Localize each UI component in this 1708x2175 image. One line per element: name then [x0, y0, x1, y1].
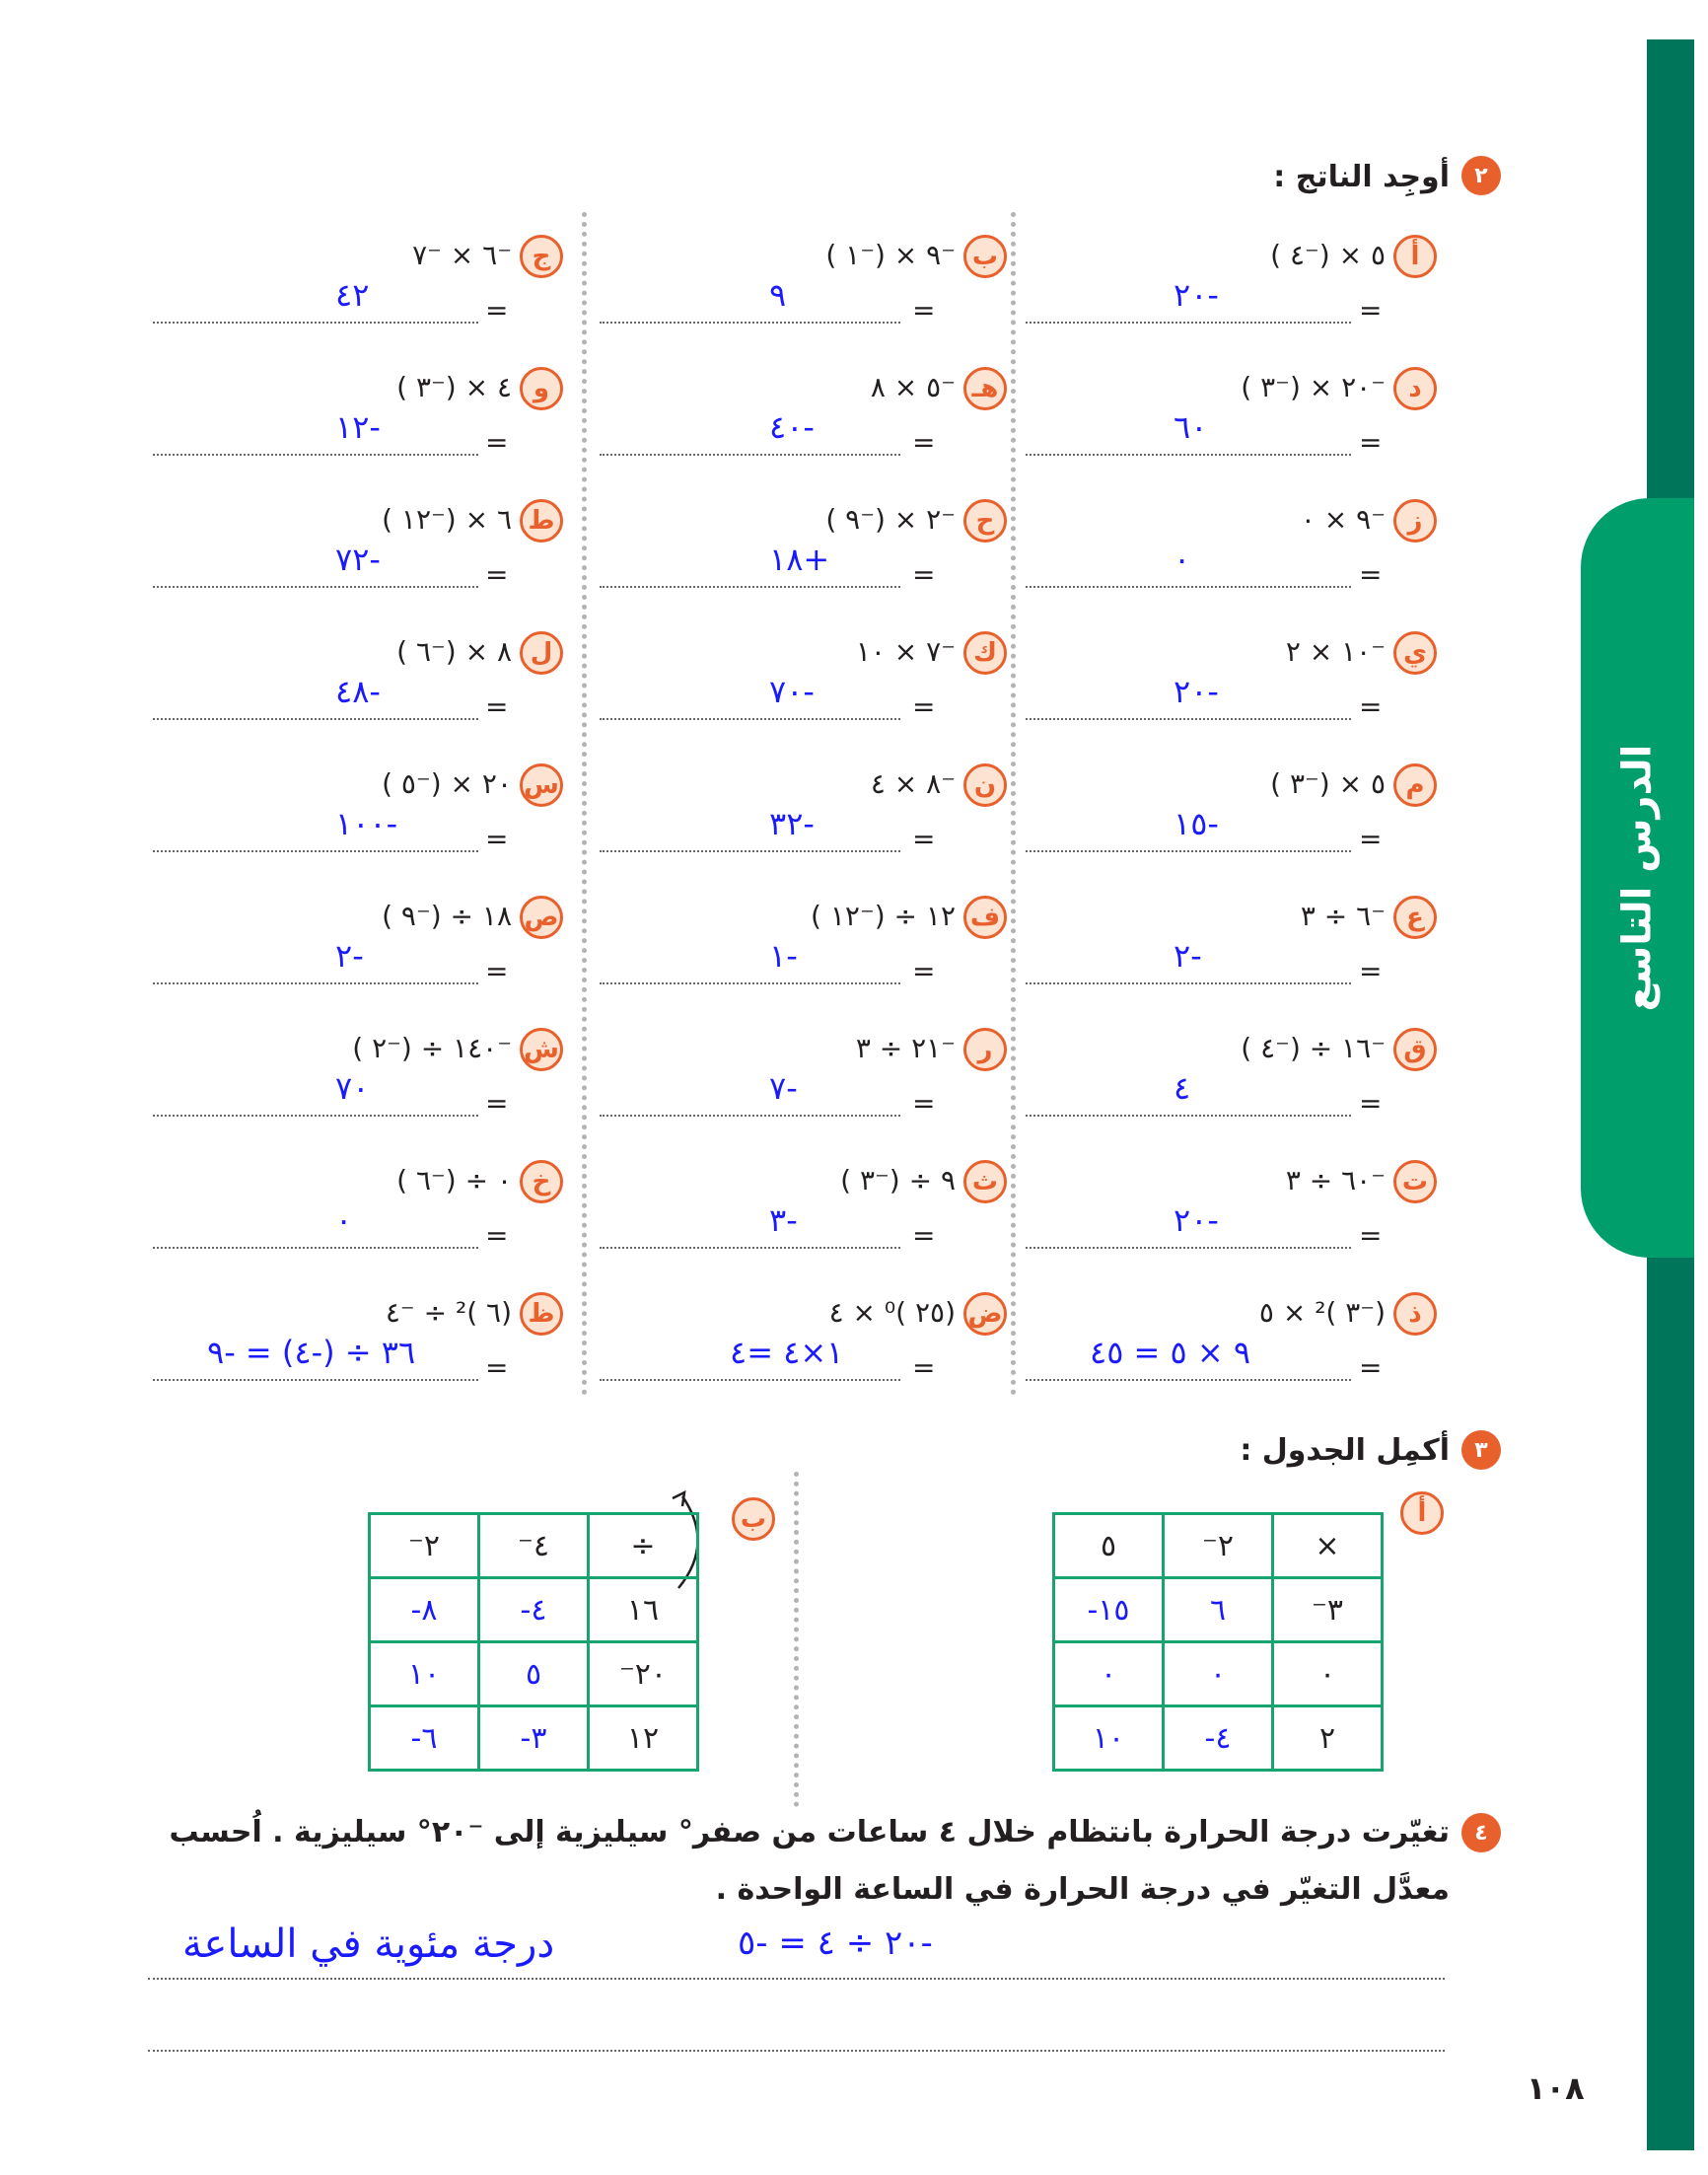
answer-line: [600, 322, 900, 324]
answer-line: [1026, 586, 1351, 588]
equals-sign: =: [912, 955, 936, 987]
item-expression: ٦ × (⁻١٢ ): [382, 503, 512, 536]
handwritten-answer: ٦٠: [1174, 408, 1208, 446]
item-letter: ع: [1393, 896, 1437, 939]
handwritten-answer: -٤٨: [335, 673, 381, 710]
handwritten-answer: ٣٦ ÷ (-٤) = -٩: [207, 1334, 416, 1371]
handwritten-answer: ٤٢: [335, 276, 370, 314]
item-expression: ٢٠ × (⁻٥ ): [382, 767, 512, 800]
handwritten-answer: -١: [769, 937, 798, 975]
item-letter: ش: [520, 1028, 563, 1071]
table-header-cell: ⁻٢٠: [589, 1642, 698, 1706]
table-row: [1054, 1642, 1383, 1706]
answer-line: [600, 1115, 900, 1117]
answer-line: [153, 322, 478, 324]
equals-sign: =: [485, 690, 509, 723]
item-letter: ن: [963, 763, 1007, 807]
handwritten-answer: -١٥: [1174, 805, 1219, 842]
answer-line: [153, 1115, 478, 1117]
equals-sign: =: [912, 426, 936, 459]
item-letter: ظ: [520, 1292, 563, 1336]
equals-sign: =: [912, 1087, 936, 1120]
answer-line: [1026, 1379, 1351, 1381]
item-letter: ق: [1393, 1028, 1437, 1071]
item-expression: ⁻٢٠ × (⁻٣ ): [1241, 371, 1386, 403]
item-letter: ك: [963, 631, 1007, 675]
answer-line: [600, 1379, 900, 1381]
item-letter: ت: [1393, 1160, 1437, 1203]
table-cell: ٥: [479, 1642, 589, 1706]
item-letter: هـ: [963, 367, 1007, 410]
answer-line: [600, 718, 900, 720]
handwritten-answer: -٧٢: [335, 541, 381, 578]
item-expression: ٨ × (⁻٦ ): [396, 635, 512, 668]
table-cell: ٠: [1164, 1642, 1273, 1706]
item-letter: ز: [1393, 499, 1437, 543]
equals-sign: =: [485, 823, 509, 855]
answer-line: [1026, 454, 1351, 456]
handwritten-answer: -١٠٠: [335, 805, 398, 842]
equals-sign: =: [912, 294, 936, 326]
item-expression: (⁻٣ )² × ٥: [1258, 1296, 1386, 1329]
item-expression: ٥ × (⁻٣ ): [1270, 767, 1386, 800]
equals-sign: =: [485, 294, 509, 326]
item-expression: ⁻١٦ ÷ (⁻٤ ): [1241, 1032, 1386, 1064]
item-expression: ٩ ÷ (⁻٣ ): [840, 1164, 956, 1196]
equals-sign: =: [1359, 426, 1383, 459]
handwritten-answer: -٧: [769, 1069, 798, 1107]
table-a-letter: أ: [1400, 1491, 1444, 1535]
item-expression: ⁻٢١ ÷ ٣: [855, 1032, 956, 1064]
item-letter: د: [1393, 367, 1437, 410]
table-cell: ١٠: [1054, 1706, 1164, 1771]
item-letter: خ: [520, 1160, 563, 1203]
answer-line: [153, 454, 478, 456]
answer-line: [600, 1247, 900, 1249]
equals-sign: =: [912, 1219, 936, 1252]
section-2-number: ٢: [1461, 156, 1501, 195]
handwritten-answer: -١٢: [335, 408, 381, 446]
answer-line: [1026, 1115, 1351, 1117]
answer-line: [153, 718, 478, 720]
table-header-cell: ٢: [1273, 1706, 1383, 1771]
section-3-title: أكمِل الجدول :: [1240, 1433, 1450, 1468]
item-letter: و: [520, 367, 563, 410]
table-a: [1052, 1512, 1384, 1772]
equals-sign: =: [485, 1087, 509, 1120]
item-expression: ٠ ÷ (⁻٦ ): [396, 1164, 512, 1196]
table-cell: -٤: [1164, 1706, 1273, 1771]
item-expression: ⁻٦ × ⁻٧: [412, 239, 512, 271]
equals-sign: =: [485, 1351, 509, 1384]
section-2-title: أوجِد الناتج :: [1273, 160, 1450, 194]
table-header-cell: ⁻٢: [1164, 1514, 1273, 1578]
table-cell: -٦: [370, 1706, 479, 1771]
item-expression: ٤ × (⁻٣ ): [396, 371, 512, 403]
equals-sign: =: [912, 1351, 936, 1384]
table-row: [370, 1706, 698, 1771]
handwritten-answer: ٩ × ٥ = ٤٥: [1090, 1334, 1251, 1371]
table-b: [368, 1512, 699, 1772]
handwritten-answer: -٢٠: [1174, 276, 1219, 314]
handwritten-answer: -٣٢: [769, 805, 815, 842]
table-header-cell: ×: [1273, 1514, 1383, 1578]
equals-sign: =: [1359, 294, 1383, 326]
equals-sign: =: [1359, 1219, 1383, 1252]
handwritten-answer: ٠: [1174, 541, 1191, 578]
item-letter: ذ: [1393, 1292, 1437, 1336]
equals-sign: =: [912, 558, 936, 591]
item-letter: أ: [1393, 235, 1437, 278]
table-cell: -٨: [370, 1578, 479, 1642]
answer-line: [600, 850, 900, 852]
answer-line: [1026, 850, 1351, 852]
table-header-cell: ⁻٣: [1273, 1578, 1383, 1642]
answer-line: [1026, 322, 1351, 324]
handwritten-answer: -٤٠: [769, 408, 815, 446]
table-header-cell: ÷: [589, 1514, 698, 1578]
item-expression: (٦ )² ÷ ⁻٤: [385, 1296, 512, 1329]
handwritten-answer: -٢٠: [1174, 1201, 1219, 1239]
equals-sign: =: [1359, 690, 1383, 723]
equals-sign: =: [1359, 955, 1383, 987]
column-separator: [582, 212, 587, 1396]
equals-sign: =: [912, 690, 936, 723]
handwritten-answer: -٢: [335, 937, 364, 975]
table-header-cell: ١٦: [589, 1578, 698, 1642]
page-number: ١٠٨: [1527, 2069, 1585, 2107]
table-cell: -٤: [479, 1578, 589, 1642]
item-expression: ⁻٦ ÷ ٣: [1300, 900, 1386, 932]
item-letter: ي: [1393, 631, 1437, 675]
handwritten-answer: ٩: [769, 276, 787, 314]
handwritten-answer: -٣: [769, 1201, 798, 1239]
item-letter: ل: [520, 631, 563, 675]
table-cell: ٠: [1054, 1642, 1164, 1706]
item-letter: ج: [520, 235, 563, 278]
table-separator: [794, 1472, 799, 1807]
answer-line: [148, 2050, 1445, 2052]
problem-answer-unit: درجة مئوية في الساعة: [182, 1921, 555, 1967]
section-3-number: ٣: [1461, 1430, 1501, 1470]
table-row: [370, 1578, 698, 1642]
table-header-cell: ١٢: [589, 1706, 698, 1771]
equals-sign: =: [1359, 1087, 1383, 1120]
item-letter: ح: [963, 499, 1007, 543]
answer-line: [600, 586, 900, 588]
equals-sign: =: [485, 955, 509, 987]
column-separator: [1011, 212, 1016, 1396]
answer-line: [153, 586, 478, 588]
equals-sign: =: [1359, 1351, 1383, 1384]
handwritten-answer: -٢: [1174, 937, 1202, 975]
item-expression: (٢٥ )⁰ × ٤: [828, 1296, 956, 1329]
table-row: [1054, 1514, 1383, 1578]
equals-sign: =: [485, 1219, 509, 1252]
item-expression: ⁻٨ × ٤: [870, 767, 956, 800]
item-letter: م: [1393, 763, 1437, 807]
handwritten-answer: ١×٤ =٤: [730, 1334, 844, 1371]
answer-line: [153, 850, 478, 852]
equals-sign: =: [485, 558, 509, 591]
item-letter: س: [520, 763, 563, 807]
answer-line: [600, 454, 900, 456]
equals-sign: =: [1359, 823, 1383, 855]
item-expression: ١٨ ÷ (⁻٩ ): [382, 900, 512, 932]
table-header-cell: ⁻٢: [370, 1514, 479, 1578]
item-letter: ب: [963, 235, 1007, 278]
answer-line: [153, 982, 478, 984]
answer-line: [1026, 718, 1351, 720]
handwritten-answer: +١٨: [769, 541, 830, 578]
problem-text-line-1: تغيّرت درجة الحرارة بانتظام خلال ٤ ساعات من صفر° سيليزية إلى ⁻٢٠° سيليزية . اُحسب: [169, 1815, 1450, 1849]
item-letter: ث: [963, 1160, 1007, 1203]
table-row: [1054, 1706, 1383, 1771]
table-row: [370, 1514, 698, 1578]
item-expression: ٥ × (⁻٤ ): [1270, 239, 1386, 271]
item-expression: ⁻٩ × (⁻١ ): [825, 239, 956, 271]
table-b-letter: ب: [732, 1497, 775, 1541]
table-header-cell: ٥: [1054, 1514, 1164, 1578]
table-cell: -١٥: [1054, 1578, 1164, 1642]
answer-line: [153, 1379, 478, 1381]
item-letter: ط: [520, 499, 563, 543]
item-expression: ⁻٦٠ ÷ ٣: [1285, 1164, 1386, 1196]
problem-text-line-2: معدَّل التغيّر في درجة الحرارة في الساعة الواحدة .: [715, 1872, 1450, 1907]
answer-line: [1026, 982, 1351, 984]
handwritten-answer: ٤: [1174, 1069, 1191, 1107]
handwritten-answer: -٧٠: [769, 673, 815, 710]
problem-answer-calc: -٢٠ ÷ ٤ = -٥: [738, 1923, 933, 1963]
item-letter: ض: [963, 1292, 1007, 1336]
handwritten-answer: ٠: [335, 1201, 353, 1239]
table-cell: -٣: [479, 1706, 589, 1771]
item-expression: ⁻٥ × ٨: [870, 371, 956, 403]
handwritten-answer: -٢٠: [1174, 673, 1219, 710]
item-letter: ر: [963, 1028, 1007, 1071]
table-row: [1054, 1578, 1383, 1642]
item-expression: ⁻٧ × ١٠: [855, 635, 956, 668]
table-header-cell: ٠: [1273, 1642, 1383, 1706]
answer-line: [1026, 1247, 1351, 1249]
equals-sign: =: [912, 823, 936, 855]
answer-line: [153, 1247, 478, 1249]
equals-sign: =: [485, 426, 509, 459]
item-letter: ص: [520, 896, 563, 939]
answer-line: [148, 1978, 1445, 1980]
table-header-cell: ⁻٤: [479, 1514, 589, 1578]
item-expression: ⁻٩ × ٠: [1300, 503, 1386, 536]
item-letter: ف: [963, 896, 1007, 939]
table-cell: ١٠: [370, 1642, 479, 1706]
equals-sign: =: [1359, 558, 1383, 591]
handwritten-answer: ٧٠: [335, 1069, 370, 1107]
section-4-number: ٤: [1461, 1813, 1501, 1852]
table-cell: ٦: [1164, 1578, 1273, 1642]
item-expression: ⁻٢ × (⁻٩ ): [825, 503, 956, 536]
table-row: [370, 1642, 698, 1706]
item-expression: ⁻١٠ × ٢: [1285, 635, 1386, 668]
lesson-tab-title: الدرس التاسع: [1614, 744, 1661, 1012]
answer-line: [600, 982, 900, 984]
item-expression: ⁻١٤٠ ÷ (⁻٢ ): [352, 1032, 512, 1064]
item-expression: ١٢ ÷ (⁻١٢ ): [811, 900, 956, 932]
